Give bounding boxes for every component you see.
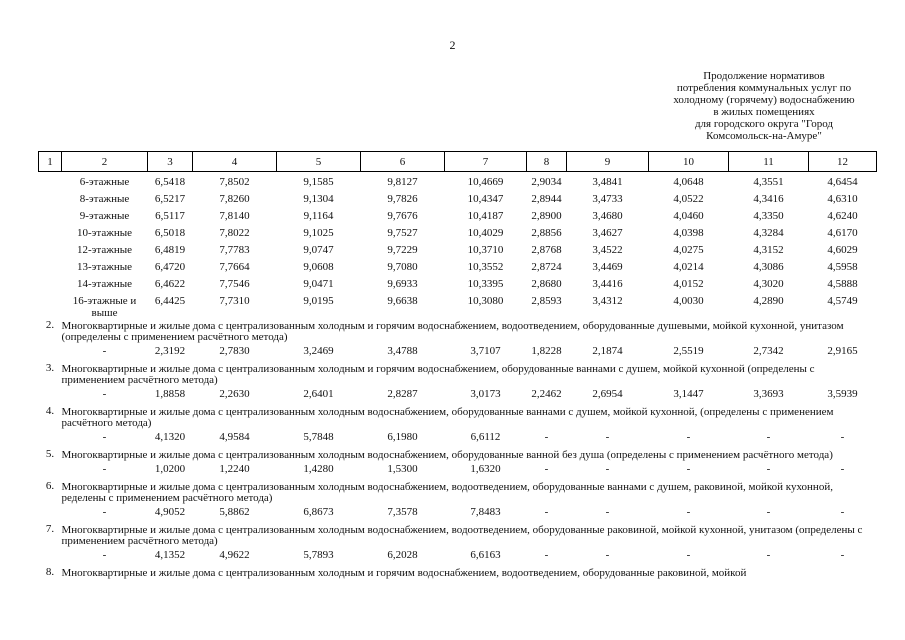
- section-heading-row: [39, 566, 877, 581]
- column-header-4: 4: [193, 152, 277, 172]
- column-header-10: 10: [649, 152, 729, 172]
- value-cell: 6,4819: [154, 244, 186, 256]
- value-cell: -: [766, 506, 771, 518]
- value-cell: 9,7229: [387, 244, 418, 256]
- value-cell: 2,6401: [303, 388, 334, 400]
- table-row: [39, 278, 877, 295]
- value-cell: -: [766, 463, 771, 475]
- value-cell: -: [840, 431, 845, 443]
- row-index-cell: [39, 431, 62, 448]
- column-header-8: 8: [527, 152, 567, 172]
- row-label: 16-этажные и выше: [72, 295, 137, 319]
- table-row: [39, 227, 877, 244]
- section-number: 2.: [45, 319, 55, 331]
- value-cell: 10,4669: [467, 176, 504, 188]
- value-cell: 4,0030: [673, 295, 704, 307]
- value-cell: 3,4416: [592, 278, 623, 290]
- row-label: -: [102, 463, 107, 475]
- value-cell: 3,4733: [592, 193, 623, 205]
- row-index-cell: [39, 295, 62, 319]
- value-cell: 3,4627: [592, 227, 623, 239]
- section-number: 4.: [45, 405, 55, 417]
- value-cell: -: [686, 431, 691, 443]
- value-cell: 10,3395: [467, 278, 504, 290]
- value-cell: 2,5519: [673, 345, 704, 357]
- row-label: -: [102, 549, 107, 561]
- section-description: Многоквартирные и жилые дома с централизованным холодным и горячим водоснабжением, водоотведением, оборудованные душевыми, мойкой кухонной, унитазом (определены с применением расчётного метода): [61, 320, 844, 343]
- value-cell: 2,9034: [531, 176, 562, 188]
- row-label: -: [102, 506, 107, 518]
- value-cell: 1,4280: [303, 463, 334, 475]
- value-cell: 1,2240: [219, 463, 250, 475]
- value-cell: 2,8680: [531, 278, 562, 290]
- value-cell: 2,8944: [531, 193, 562, 205]
- value-cell: 4,2890: [753, 295, 784, 307]
- section-description: Многоквартирные и жилые дома с централизованным холодным водоснабжением, водоотведением, оборудованные ваннами с душем, раковиной, мойкой кухонной, ределены с применением расчётного метода): [61, 481, 833, 504]
- row-index-cell: [39, 227, 62, 244]
- row-index-cell: [39, 278, 62, 295]
- value-cell: 4,5749: [827, 295, 858, 307]
- table-row: [39, 244, 877, 261]
- value-cell: 7,8022: [219, 227, 250, 239]
- row-index-cell: [39, 463, 62, 480]
- column-header-2: 2: [62, 152, 148, 172]
- value-cell: 3,4680: [592, 210, 623, 222]
- row-index-cell: [39, 244, 62, 261]
- table-row: [39, 463, 877, 480]
- table-row: [39, 193, 877, 210]
- section-description: Многоквартирные и жилые дома с централизованным холодным водоснабжением, оборудованные ваннами с душем, мойкой кухонной, (определены с применением расчётного метода): [61, 406, 834, 429]
- column-header-1: 1: [39, 152, 62, 172]
- value-cell: 10,3552: [467, 261, 504, 273]
- value-cell: 2,8856: [531, 227, 562, 239]
- value-cell: 9,1164: [303, 210, 334, 222]
- section-number: 6.: [45, 480, 55, 492]
- row-index-cell: [39, 193, 62, 210]
- section-number: 5.: [45, 448, 55, 460]
- section-number: 8.: [45, 566, 55, 578]
- value-cell: 10,4187: [467, 210, 504, 222]
- value-cell: 9,7826: [387, 193, 418, 205]
- value-cell: 9,1304: [303, 193, 334, 205]
- value-cell: 6,5018: [154, 227, 186, 239]
- table-row: [39, 506, 877, 523]
- value-cell: 4,0522: [673, 193, 704, 205]
- norms-table-body: [39, 152, 877, 582]
- value-cell: 10,4347: [467, 193, 504, 205]
- row-label: 6-этажные: [79, 176, 130, 188]
- value-cell: 2,8593: [531, 295, 562, 307]
- column-header-7: 7: [445, 152, 527, 172]
- value-cell: 4,0152: [673, 278, 704, 290]
- table-row: [39, 345, 877, 362]
- column-header-row: [39, 152, 877, 172]
- value-cell: 6,4425: [154, 295, 186, 307]
- value-cell: -: [544, 506, 549, 518]
- value-cell: -: [840, 463, 845, 475]
- row-label: -: [102, 431, 107, 443]
- value-cell: 3,4312: [592, 295, 623, 307]
- section-description: Многоквартирные и жилые дома с централизованным холодным водоснабжением, оборудованные ванной без душа (определены с применением расчётного метода): [61, 449, 833, 461]
- value-cell: 9,0608: [303, 261, 334, 273]
- value-cell: 9,0747: [303, 244, 334, 256]
- value-cell: 4,3416: [753, 193, 784, 205]
- page-number: 2: [449, 38, 456, 52]
- value-cell: 3,4469: [592, 261, 623, 273]
- value-cell: 3,5939: [827, 388, 858, 400]
- value-cell: 2,8287: [387, 388, 418, 400]
- value-cell: 4,3020: [753, 278, 784, 290]
- value-cell: 2,2630: [219, 388, 250, 400]
- value-cell: 9,0471: [303, 278, 334, 290]
- value-cell: 9,8127: [387, 176, 418, 188]
- value-cell: 2,8900: [531, 210, 562, 222]
- value-cell: -: [605, 431, 610, 443]
- value-cell: 9,1025: [303, 227, 334, 239]
- value-cell: 9,6933: [387, 278, 418, 290]
- value-cell: 4,0398: [673, 227, 704, 239]
- column-header-6: 6: [361, 152, 445, 172]
- value-cell: 4,6029: [827, 244, 858, 256]
- value-cell: 1,6320: [470, 463, 501, 475]
- value-cell: 4,3152: [753, 244, 784, 256]
- value-cell: 9,7080: [387, 261, 418, 273]
- value-cell: 6,2028: [387, 549, 418, 561]
- value-cell: 6,5418: [154, 176, 186, 188]
- value-cell: 7,7546: [219, 278, 250, 290]
- value-cell: -: [686, 463, 691, 475]
- value-cell: 4,9584: [219, 431, 250, 443]
- value-cell: -: [544, 549, 549, 561]
- value-cell: 1,8228: [531, 345, 562, 357]
- row-index-cell: [39, 345, 62, 362]
- row-index-cell: [39, 176, 62, 193]
- value-cell: -: [544, 431, 549, 443]
- value-cell: 4,6170: [827, 227, 858, 239]
- value-cell: 4,0460: [673, 210, 704, 222]
- value-cell: 4,6310: [827, 193, 858, 205]
- value-cell: 3,7107: [470, 345, 501, 357]
- value-cell: 3,4841: [592, 176, 623, 188]
- value-cell: 10,3080: [467, 295, 504, 307]
- row-label: -: [102, 345, 107, 357]
- row-label: 13-этажные: [77, 261, 132, 273]
- value-cell: 4,0214: [673, 261, 704, 273]
- value-cell: 9,7676: [387, 210, 418, 222]
- value-cell: 10,3710: [467, 244, 504, 256]
- row-label: 9-этажные: [79, 210, 130, 222]
- value-cell: 9,6638: [387, 295, 418, 307]
- row-index-cell: [39, 210, 62, 227]
- value-cell: 6,6163: [470, 549, 501, 561]
- section-heading-row: [39, 448, 877, 463]
- value-cell: 10,4029: [467, 227, 504, 239]
- value-cell: 5,8862: [219, 506, 250, 518]
- value-cell: 4,6240: [827, 210, 858, 222]
- value-cell: 7,8502: [219, 176, 250, 188]
- value-cell: -: [766, 549, 771, 561]
- table-row: [39, 431, 877, 448]
- value-cell: 4,3551: [753, 176, 784, 188]
- value-cell: 4,6454: [827, 176, 858, 188]
- value-cell: 2,8768: [531, 244, 562, 256]
- value-cell: 7,8483: [470, 506, 501, 518]
- section-number: 7.: [45, 523, 55, 535]
- value-cell: -: [840, 506, 845, 518]
- row-label: 12-этажные: [77, 244, 132, 256]
- value-cell: -: [605, 549, 610, 561]
- value-cell: 3,0173: [470, 388, 501, 400]
- row-index-cell: [39, 506, 62, 523]
- value-cell: 9,1585: [303, 176, 334, 188]
- column-header-3: 3: [148, 152, 193, 172]
- row-index-cell: [39, 261, 62, 278]
- value-cell: 4,3284: [753, 227, 784, 239]
- value-cell: 7,8140: [219, 210, 250, 222]
- value-cell: 2,2462: [531, 388, 562, 400]
- value-cell: 4,9622: [219, 549, 250, 561]
- section-description: Многоквартирные и жилые дома с централизованным холодным и горячим водоснабжением, водоотведением, оборудованные раковиной, мойкой: [61, 567, 747, 579]
- value-cell: 3,4522: [592, 244, 623, 256]
- value-cell: 2,8724: [531, 261, 562, 273]
- value-cell: 6,5217: [154, 193, 186, 205]
- column-header-11: 11: [729, 152, 809, 172]
- section-heading-row: [39, 319, 877, 345]
- value-cell: 3,3693: [753, 388, 784, 400]
- section-heading-row: [39, 362, 877, 388]
- value-cell: 4,3350: [753, 210, 784, 222]
- row-index-cell: [39, 388, 62, 405]
- row-label: 14-этажные: [77, 278, 132, 290]
- value-cell: 3,2469: [303, 345, 334, 357]
- value-cell: 4,5958: [827, 261, 858, 273]
- value-cell: 6,4622: [154, 278, 186, 290]
- value-cell: -: [605, 463, 610, 475]
- value-cell: 7,3578: [387, 506, 418, 518]
- value-cell: 4,5888: [827, 278, 858, 290]
- value-cell: 6,5117: [155, 210, 185, 222]
- value-cell: 6,4720: [154, 261, 186, 273]
- value-cell: 1,0200: [154, 463, 186, 475]
- section-description: Многоквартирные и жилые дома с централизованным холодным и горячим водоснабжением, оборудованные ваннами с душем, мойкой кухонной (определены с применением расчётного метода): [61, 363, 815, 386]
- value-cell: 6,1980: [387, 431, 418, 443]
- row-label: 10-этажные: [77, 227, 132, 239]
- section-description: Многоквартирные и жилые дома с централизованным холодным водоснабжением, водоотведением, оборудованные раковиной, мойкой кухонной, унитазом (определены с применением расчётного метода): [61, 524, 863, 547]
- row-label: 8-этажные: [79, 193, 130, 205]
- value-cell: 2,3192: [154, 345, 186, 357]
- table-row: [39, 549, 877, 566]
- header-note: Продолжение нормативов потребления коммунальных услуг по холодному (горячему) водоснабжению в жилых помещениях для городского округа "Город Комсомольск-на-Амуре": [673, 70, 855, 142]
- value-cell: 7,8260: [219, 193, 250, 205]
- section-number: 3.: [45, 362, 55, 374]
- value-cell: 2,1874: [592, 345, 623, 357]
- column-header-5: 5: [277, 152, 361, 172]
- norms-table: [38, 151, 877, 581]
- value-cell: 7,7664: [219, 261, 250, 273]
- value-cell: 3,4788: [387, 345, 418, 357]
- table-row: [39, 388, 877, 405]
- value-cell: 2,7830: [219, 345, 250, 357]
- value-cell: -: [686, 549, 691, 561]
- value-cell: 5,7893: [303, 549, 334, 561]
- value-cell: 6,8673: [303, 506, 334, 518]
- row-label: -: [102, 388, 107, 400]
- value-cell: 9,0195: [303, 295, 334, 307]
- value-cell: 4,1352: [154, 549, 186, 561]
- value-cell: 5,7848: [303, 431, 334, 443]
- value-cell: 7,7783: [219, 244, 250, 256]
- value-cell: 7,7310: [219, 295, 250, 307]
- section-heading-row: [39, 405, 877, 431]
- value-cell: 1,8858: [154, 388, 186, 400]
- value-cell: -: [544, 463, 549, 475]
- value-cell: 2,6954: [592, 388, 623, 400]
- section-heading-row: [39, 523, 877, 549]
- value-cell: 4,0275: [673, 244, 704, 256]
- value-cell: 3,1447: [673, 388, 704, 400]
- value-cell: 1,5300: [387, 463, 418, 475]
- column-header-12: 12: [809, 152, 877, 172]
- value-cell: -: [840, 549, 845, 561]
- value-cell: 4,9052: [154, 506, 186, 518]
- value-cell: 9,7527: [387, 227, 418, 239]
- value-cell: -: [766, 431, 771, 443]
- value-cell: 4,1320: [154, 431, 186, 443]
- value-cell: 2,9165: [827, 345, 858, 357]
- value-cell: -: [605, 506, 610, 518]
- value-cell: 6,6112: [470, 431, 501, 443]
- value-cell: 4,0648: [673, 176, 704, 188]
- value-cell: 2,7342: [753, 345, 784, 357]
- row-index-cell: [39, 549, 62, 566]
- column-header-9: 9: [567, 152, 649, 172]
- value-cell: -: [686, 506, 691, 518]
- table-row: [39, 295, 877, 319]
- value-cell: 4,3086: [753, 261, 784, 273]
- table-row: [39, 210, 877, 227]
- table-row: [39, 176, 877, 193]
- table-row: [39, 261, 877, 278]
- section-heading-row: [39, 480, 877, 506]
